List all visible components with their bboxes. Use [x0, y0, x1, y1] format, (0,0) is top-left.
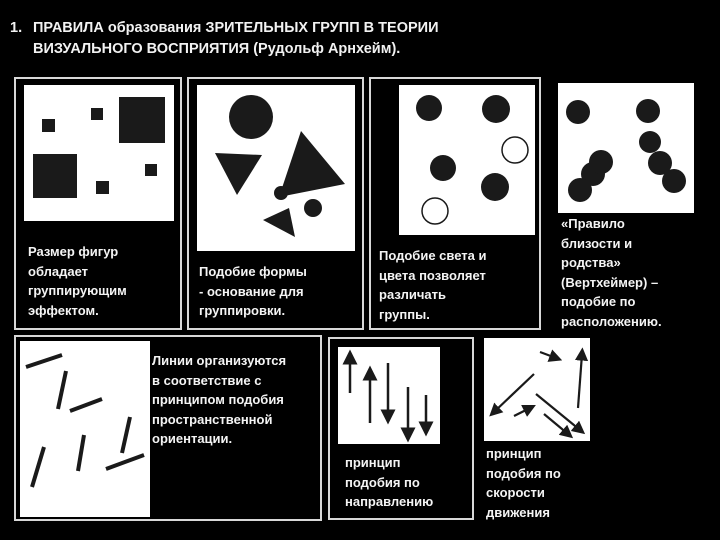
panel-orientation — [14, 335, 322, 521]
caption-shape: Подобие формы - основание для группировки. — [199, 264, 307, 318]
circle-large — [229, 95, 273, 139]
line-segment — [32, 447, 44, 487]
caption-proximity: «Правило близости и родства» (Вертхеймер) – подобие по расположению. — [561, 216, 662, 329]
size-illustration — [24, 85, 174, 221]
panel-size — [14, 77, 182, 330]
dot — [566, 100, 590, 124]
dark-circle — [416, 95, 442, 121]
dot — [589, 150, 613, 174]
title-line-1: ПРАВИЛА образования ЗРИТЕЛЬНЫХ ГРУПП В ТЕОРИИ — [33, 20, 439, 36]
line-segment — [106, 455, 144, 469]
arrow-long — [494, 374, 534, 412]
shape-illustration — [197, 85, 355, 251]
proximity-illustration — [558, 83, 694, 213]
speed-illustration — [484, 338, 590, 441]
caption-direction: принцип подобия по направлению — [345, 455, 434, 509]
circle-small — [274, 186, 288, 200]
panel-direction — [328, 337, 474, 520]
square-large — [119, 97, 165, 143]
arrow-short — [514, 408, 530, 416]
panel-shape — [187, 77, 364, 330]
square-small — [42, 119, 55, 132]
line-segment — [58, 371, 66, 409]
caption-color: Подобие света и цвета позволяет различать группы. — [379, 248, 487, 322]
square-small — [145, 164, 157, 176]
direction-illustration — [338, 347, 440, 444]
dot — [568, 178, 592, 202]
panel-color — [369, 77, 541, 330]
dot — [639, 131, 661, 153]
caption-size: Размер фигур обладает группирующим эффектом. — [28, 244, 127, 318]
dot — [662, 169, 686, 193]
arrow-short — [540, 352, 556, 358]
circle-small — [304, 199, 322, 217]
square-large — [33, 154, 77, 198]
dark-circle — [430, 155, 456, 181]
color-illustration — [399, 85, 535, 235]
square-small — [91, 108, 103, 120]
line-segment — [78, 435, 84, 471]
triangle-small — [263, 208, 295, 237]
title-number: 1. — [10, 20, 23, 36]
dark-circle — [482, 95, 510, 123]
dot — [636, 99, 660, 123]
line-segment — [122, 417, 130, 453]
line-segment — [70, 399, 102, 411]
line-segment — [26, 355, 62, 367]
light-circle — [502, 137, 528, 163]
triangle-medium — [215, 153, 262, 195]
orientation-illustration — [20, 341, 150, 517]
caption-speed: принцип подобия по скорости движения — [486, 446, 561, 520]
title-line-2: ВИЗУАЛЬНОГО ВОСПРИЯТИЯ (Рудольф Арнхейм). — [33, 41, 401, 57]
light-circle — [422, 198, 448, 224]
arrow-long — [578, 354, 582, 408]
caption-orientation: Линии организуются в соответствие с принципом подобия пространственной ориентации. — [152, 353, 287, 446]
dark-circle — [481, 173, 509, 201]
square-small — [96, 181, 109, 194]
triangle-large — [279, 131, 345, 197]
